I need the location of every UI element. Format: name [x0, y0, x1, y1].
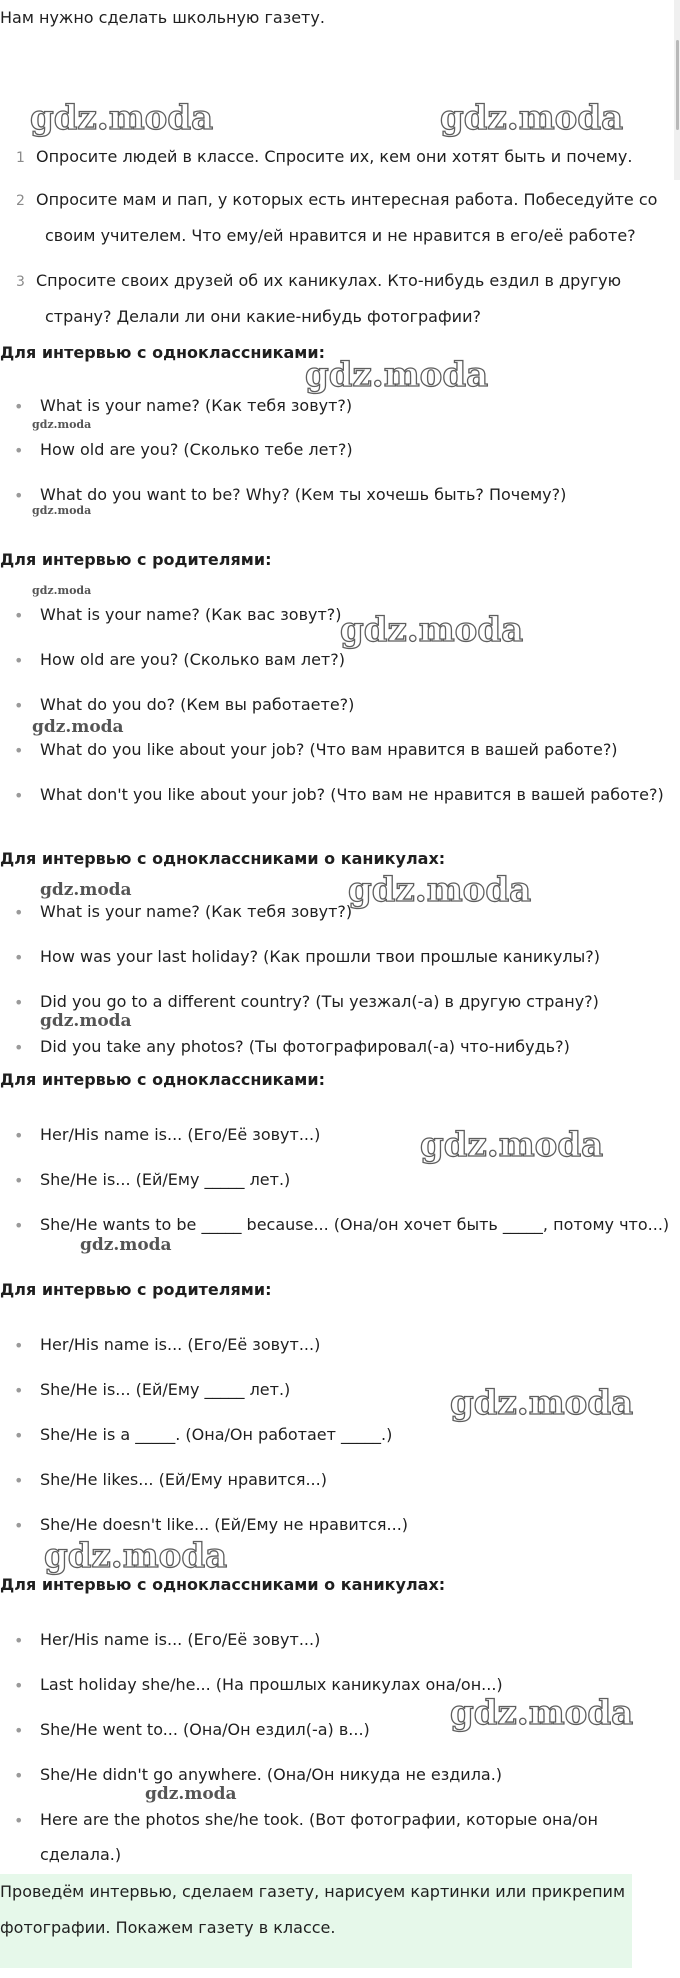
- bullet-icon: •: [14, 1766, 24, 1785]
- list-item: She/He went to... (Она/Он ездил(-а) в...): [40, 1720, 370, 1739]
- list-item: She/He doesn't like... (Ей/Ему не нравится...): [40, 1515, 409, 1534]
- list-item: She/He likes... (Ей/Ему нравится...): [40, 1470, 327, 1489]
- bullet-icon: •: [14, 1126, 24, 1145]
- list-item: What is your name? (Как тебя зовут?): [40, 396, 353, 415]
- scrollbar-thumb[interactable]: [676, 40, 679, 130]
- task-number: 2: [16, 193, 25, 209]
- bullet-icon: •: [14, 397, 24, 416]
- bullet-icon: •: [14, 1216, 24, 1235]
- watermark: gdz.moda: [32, 418, 92, 431]
- bullet-icon: •: [14, 606, 24, 625]
- list-item: She/He wants to be _____ because... (Она/он хочет быть _____, потому что...): [40, 1215, 670, 1234]
- watermark: gdz.moda: [32, 504, 92, 517]
- section-heading: Для интервью с одноклассниками:: [0, 343, 325, 362]
- task-text: Опросите мам и пап, у которых есть интересная работа. Побеседуйте со: [36, 190, 658, 209]
- bullet-icon: •: [14, 1336, 24, 1355]
- bullet-icon: •: [14, 1381, 24, 1400]
- list-item: She/He is... (Ей/Ему _____ лет.): [40, 1380, 291, 1399]
- list-item: Did you take any photos? (Ты фотографировал(-а) что-нибудь?): [40, 1037, 570, 1056]
- watermark: gdz.moda: [420, 1125, 604, 1165]
- list-item: What is your name? (Как тебя зовут?): [40, 902, 353, 921]
- section-heading: Для интервью с одноклассниками о каникулах:: [0, 1575, 446, 1594]
- watermark: gdz.moda: [340, 610, 524, 650]
- list-item: Did you go to a different country? (Ты уезжал(-а) в другую страну?): [40, 992, 599, 1011]
- bullet-icon: •: [14, 1426, 24, 1445]
- list-item: Her/His name is... (Его/Её зовут...): [40, 1125, 321, 1144]
- watermark: gdz.moda: [32, 584, 92, 597]
- list-item: What don't you like about your job? (Что вам не нравится в вашей работе?): [40, 785, 664, 804]
- task-number: 3: [16, 274, 25, 290]
- task-text: Спросите своих друзей об их каникулах. Кто-нибудь ездил в другую: [36, 271, 622, 290]
- list-item: How was your last holiday? (Как прошли твои прошлые каникулы?): [40, 947, 600, 966]
- conclusion-text: фотографии. Покажем газету в классе.: [0, 1918, 336, 1937]
- bullet-icon: •: [14, 903, 24, 922]
- watermark: gdz.moda: [44, 1536, 228, 1576]
- list-item: What is your name? (Как вас зовут?): [40, 605, 342, 624]
- watermark: gdz.moda: [145, 1784, 237, 1804]
- bullet-icon: •: [14, 1631, 24, 1650]
- watermark: gdz.moda: [450, 1383, 634, 1423]
- watermark: gdz.moda: [32, 717, 124, 737]
- task-number: 1: [16, 150, 25, 166]
- watermark: gdz.moda: [40, 1011, 132, 1031]
- list-item: How old are you? (Сколько тебе лет?): [40, 440, 353, 459]
- bullet-icon: •: [14, 1171, 24, 1190]
- list-item: What do you do? (Кем вы работаете?): [40, 695, 355, 714]
- watermark: gdz.moda: [40, 880, 132, 900]
- list-item: Her/His name is... (Его/Её зовут...): [40, 1630, 321, 1649]
- bullet-icon: •: [14, 948, 24, 967]
- watermark: gdz.moda: [80, 1235, 172, 1255]
- bullet-icon: •: [14, 1721, 24, 1740]
- list-item: She/He didn't go anywhere. (Она/Он никуда не ездила.): [40, 1765, 503, 1784]
- conclusion-text: Проведём интервью, сделаем газету, нарисуем картинки или прикрепим: [0, 1882, 626, 1901]
- section-heading: Для интервью с одноклассниками:: [0, 1070, 325, 1089]
- list-item: What do you like about your job? (Что вам нравится в вашей работе?): [40, 740, 618, 759]
- list-item: Last holiday she/he... (На прошлых каникулах она/он...): [40, 1675, 503, 1694]
- list-item: How old are you? (Сколько вам лет?): [40, 650, 345, 669]
- list-item: Her/His name is... (Его/Её зовут...): [40, 1335, 321, 1354]
- watermark: gdz.moda: [30, 98, 214, 138]
- bullet-icon: •: [14, 1471, 24, 1490]
- watermark: gdz.moda: [348, 870, 532, 910]
- bullet-icon: •: [14, 993, 24, 1012]
- bullet-icon: •: [14, 486, 24, 505]
- task-text: Опросите людей в классе. Спросите их, кем они хотят быть и почему.: [36, 147, 633, 166]
- list-item: Here are the photos she/he took. (Вот фотографии, которые она/он: [40, 1810, 598, 1829]
- bullet-icon: •: [14, 651, 24, 670]
- task-text: страну? Делали ли они какие-нибудь фотографии?: [45, 307, 481, 326]
- bullet-icon: •: [14, 786, 24, 805]
- bullet-icon: •: [14, 1516, 24, 1535]
- watermark: gdz.moda: [440, 98, 624, 138]
- bullet-icon: •: [14, 696, 24, 715]
- bullet-icon: •: [14, 741, 24, 760]
- bullet-icon: •: [14, 1038, 24, 1057]
- intro-text: Нам нужно сделать школьную газету.: [0, 8, 325, 27]
- list-item: She/He is... (Ей/Ему _____ лет.): [40, 1170, 291, 1189]
- section-heading: Для интервью с одноклассниками о каникулах:: [0, 849, 446, 868]
- section-heading: Для интервью с родителями:: [0, 550, 272, 569]
- bullet-icon: •: [14, 1676, 24, 1695]
- bullet-icon: •: [14, 1811, 24, 1830]
- watermark: gdz.moda: [305, 355, 489, 395]
- task-text: своим учителем. Что ему/ей нравится и не нравится в его/её работе?: [45, 226, 636, 245]
- section-heading: Для интервью с родителями:: [0, 1280, 272, 1299]
- list-item: What do you want to be? Why? (Кем ты хочешь быть? Почему?): [40, 485, 567, 504]
- list-item: She/He is a _____. (Она/Он работает _____.): [40, 1425, 393, 1444]
- watermark: gdz.moda: [450, 1693, 634, 1733]
- bullet-icon: •: [14, 441, 24, 460]
- list-item-continuation: сделала.): [40, 1845, 122, 1864]
